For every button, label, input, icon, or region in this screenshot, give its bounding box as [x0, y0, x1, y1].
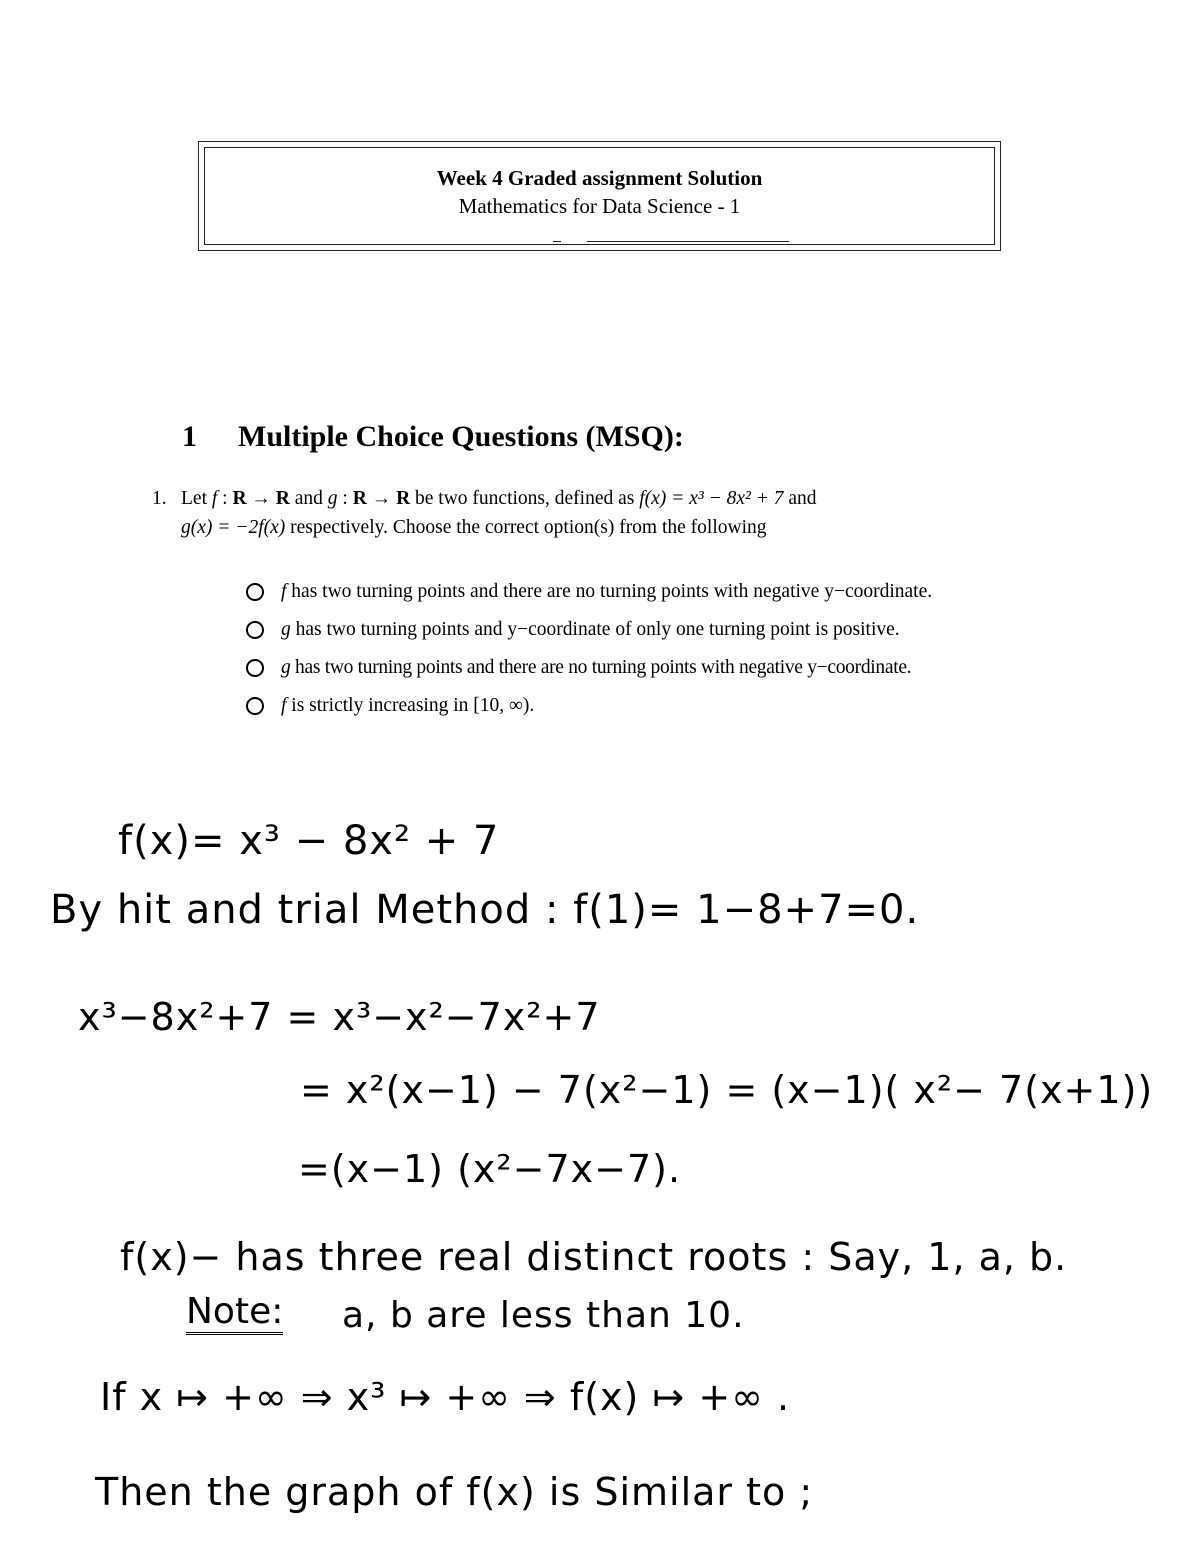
handwritten-line-2: By hit and trial Method : f(1)= 1−8+7=0.	[50, 887, 920, 933]
handwritten-line-4: = x²(x−1) − 7(x²−1) = (x−1)( x²− 7(x+1))	[300, 1068, 1154, 1112]
question-text-part: :	[217, 488, 233, 509]
question-var-f: f	[211, 488, 218, 509]
option-4[interactable]	[246, 692, 1126, 720]
handwritten-line-6: f(x)− has three real distinct roots : Say, 1, a, b.	[120, 1235, 1068, 1279]
option-2[interactable]	[246, 616, 1126, 644]
question-text-part: and	[783, 488, 817, 509]
option-text: has two turning points and there are no turning points with negative y−coordinate.	[290, 657, 912, 678]
option-text: has two turning points and y−coordinate of only one turning point is positive.	[290, 619, 900, 640]
document-title: Week 4 Graded assignment Solution	[436, 166, 763, 190]
option-var: f	[281, 695, 287, 716]
handwritten-line-8: If x ↦ +∞ ⇒ x³ ↦ +∞ ⇒ f(x) ↦ +∞ .	[100, 1375, 791, 1419]
handwritten-line-5: =(x−1) (x²−7x−7).	[298, 1147, 682, 1191]
question-fx-definition: f(x) = x³ − 8x² + 7	[639, 488, 784, 509]
question-var-g: g	[327, 488, 338, 509]
title-rule-left	[553, 241, 561, 242]
section-heading	[182, 420, 684, 454]
question-body	[181, 484, 1072, 542]
option-text: has two turning points and there are no turning points with negative y−coordinate.	[286, 581, 933, 602]
question-gx-definition: g(x) = −2f(x)	[181, 517, 286, 538]
question-1	[152, 484, 1072, 542]
question-set-r: R	[396, 488, 411, 509]
section-number: 1	[182, 420, 197, 453]
radio-option-3[interactable]	[246, 659, 264, 677]
handwritten-line-1: f(x)= x³ − 8x² + 7	[118, 818, 500, 864]
option-var: g	[281, 657, 291, 678]
question-text-part: :	[337, 488, 353, 509]
question-text-part: Let	[181, 488, 212, 509]
handwritten-line-7: a, b are less than 10.	[342, 1295, 745, 1336]
title-rule-right	[587, 241, 789, 242]
options-list	[246, 578, 1126, 730]
radio-option-4[interactable]	[246, 697, 264, 715]
option-1[interactable]	[246, 578, 1126, 606]
option-var: f	[281, 581, 287, 602]
question-number: 1.	[152, 488, 167, 509]
handwritten-line-3: x³−8x²+7 = x³−x²−7x²+7	[78, 995, 601, 1039]
question-arrow: →	[366, 488, 397, 509]
radio-option-1[interactable]	[246, 583, 264, 601]
option-var: g	[281, 619, 291, 640]
document-subtitle: Mathematics for Data Science - 1	[458, 194, 741, 218]
handwritten-note-label: Note:	[186, 1292, 283, 1335]
section-title: Multiple Choice Questions (MSQ):	[238, 420, 684, 453]
option-text: is strictly increasing in [10, ∞).	[286, 695, 535, 716]
question-text-part: be two functions, defined as	[410, 488, 640, 509]
question-set-r: R	[275, 488, 290, 509]
question-set-r: R	[352, 488, 367, 509]
question-set-r: R	[232, 488, 247, 509]
question-text-part: respectively. Choose the correct option(s) from the following	[285, 517, 767, 538]
question-arrow: →	[246, 488, 276, 509]
title-box	[198, 141, 1001, 251]
handwritten-line-9: Then the graph of f(x) is Similar to ;	[95, 1470, 814, 1514]
radio-option-2[interactable]	[246, 621, 264, 639]
option-3[interactable]	[246, 654, 1126, 682]
question-text-part: and	[289, 488, 328, 509]
